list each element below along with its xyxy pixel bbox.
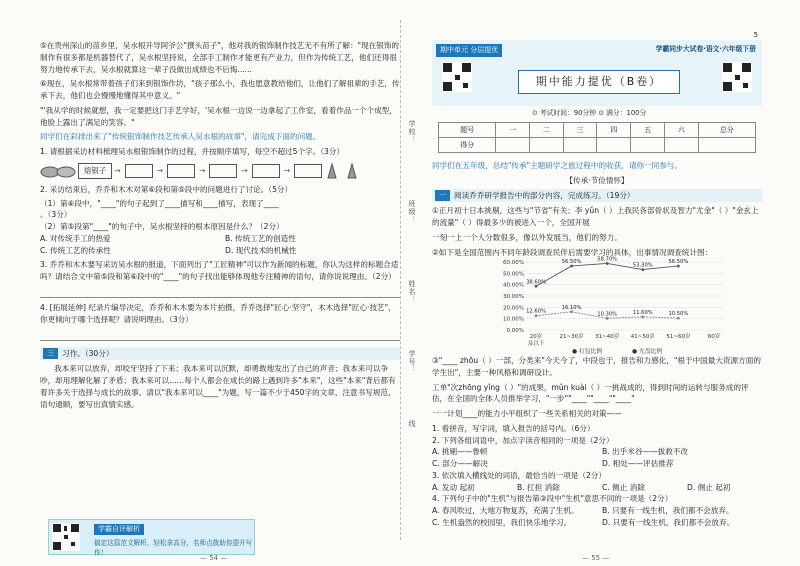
- arrow-icon: →: [241, 166, 248, 175]
- r-question-3-options: [432, 482, 762, 494]
- data-label: 16.10%: [561, 304, 582, 311]
- y-tick-label: 30.00%: [503, 294, 524, 300]
- section-intro: 同学们在五年级，总结"传承"主题研学之旅过程中的收获，请你一同参与。: [432, 161, 682, 170]
- left-page: [40, 0, 400, 566]
- score-table-cell[interactable]: [530, 138, 564, 153]
- right-page: [432, 0, 762, 566]
- gutter-label-line: 线: [408, 420, 416, 428]
- report-paragraph-1: ①正月初十日本挑剔，这些与"节省"有关；李 yǔn（ ）上我民各部骨状及智力"尤金"（ ）"金玄上的流量"（ ）得最多少的被进入一个，全国开展: [432, 206, 759, 228]
- option-a[interactable]: A. 对传统手工的热爱: [40, 233, 111, 243]
- answer-line[interactable]: [40, 287, 400, 298]
- r-question-2: 2. 下列各组词语中，加点字读音相同的一项是（2分）: [432, 435, 614, 445]
- age-line-chart: [492, 256, 732, 356]
- data-point: [535, 285, 538, 288]
- section-title: 阅读乔乔研学报告中的部分内容，完成练习。（19分）: [454, 190, 635, 200]
- exam-meta: ⊙ 考试时间：90分钟 ⊙ 满分：100分: [532, 109, 647, 117]
- data-point: [677, 265, 680, 268]
- x-tick-label: 51~60岁: [666, 334, 691, 340]
- score-table-header-cell: 题号: [439, 123, 496, 138]
- earring-icon: [324, 162, 362, 180]
- qr-code-icon[interactable]: [442, 62, 472, 92]
- answer-box-4[interactable]: [252, 164, 280, 178]
- score-table-cell[interactable]: [597, 138, 631, 153]
- question-2-2: （2）第⑤段第"____"的句子中，吴水根坚持的根本原因是什么？（2分）: [40, 222, 284, 232]
- data-label: 12.60%: [526, 308, 546, 315]
- answer-box-1[interactable]: [125, 164, 153, 178]
- score-table-header-cell: 总分: [698, 123, 755, 138]
- option-a[interactable]: A. 春风吹过，大地万物复苏，充满了生机。: [432, 506, 579, 516]
- gutter-label-class: 班级：: [408, 200, 416, 224]
- arrow-icon: →: [198, 166, 206, 175]
- section-number: 三: [43, 348, 58, 359]
- answer-box-5[interactable]: [294, 164, 322, 178]
- data-label: 38.60%: [526, 279, 546, 286]
- question-2: 2. 采访结束后，乔乔和木木对第⑥段和第⑤段中的问题进行了讨论。（5分）: [40, 184, 293, 194]
- answer-box-2[interactable]: [167, 164, 195, 178]
- question-3: 3. 乔乔和木木要写采访吴水根的报道，下面列出了"工匠精神"可以作为新闻的标题，你认为这样的标题合适吗？请结合文中第⑤段和第⑥段中的"____"的句子找出能够体现他专注精神的语句，请你说说理由。（2分）: [40, 260, 399, 282]
- r-question-2-options: [432, 446, 762, 470]
- report-paragraph-3c: 一一计划____的能力小平组织了一些关系相关的对策——: [432, 409, 622, 419]
- self-review-tag: 学霸自评解析: [94, 524, 144, 535]
- score-table-header-cell: 一: [496, 123, 530, 138]
- y-tick-label: 60.00%: [503, 260, 524, 266]
- passage-paragraph-7: "'我从学的时候就想，我一定要把这门手艺学好，'吴水根一边说一边拿起了工作室，看着作品一个个成型，他脸上露出了满足的笑容。": [40, 105, 397, 127]
- data-label: 58.70%: [597, 256, 618, 263]
- score-table-cell: 得分: [439, 138, 496, 153]
- option-c[interactable]: C. 部分——解决: [432, 459, 488, 469]
- passage-paragraph-6: ⑥现在，吴水根常带着孩子们来到银饰作坊，"孩子那么小，我也愿意教给他们，让他们了解祖辈的手艺，传承下去，他们也会慢慢地懂得其中意义。": [40, 79, 400, 101]
- legend-item: ● 光盘比例: [632, 349, 663, 355]
- answer-line[interactable]: [40, 330, 400, 341]
- data-point: [606, 317, 609, 320]
- data-label: 56.50%: [668, 258, 689, 265]
- data-point: [606, 262, 609, 265]
- data-point: [677, 317, 680, 320]
- x-tick-label: 60岁: [707, 334, 721, 340]
- arrow-icon: →: [114, 166, 121, 175]
- option-b[interactable]: B. 传统工艺的创造性: [225, 233, 296, 243]
- score-table-cell[interactable]: [698, 138, 755, 153]
- score-table-header-cell: 二: [530, 123, 564, 138]
- option-c[interactable]: C. 传统工艺的传承性: [40, 245, 111, 255]
- self-review-text: 搞定这篇范文解析，轻松拿高分，名师点拨助你提升写作！: [94, 539, 253, 558]
- series-line: [536, 263, 678, 286]
- x-tick-label: 21~30岁: [559, 334, 584, 340]
- page-number-left: — 54 —: [200, 554, 228, 562]
- option-d[interactable]: D. 侧止 起初: [687, 482, 731, 492]
- question-2-1: （1）第⑥段中，"____"的句子起到了____描写和____描写，表现了____: [40, 198, 279, 208]
- x-tick-sublabel: 及以下: [527, 341, 545, 347]
- question-1: 1. 请根据采访材料梳理吴水根银饰制作的过程，并按顺序填写，每空不超过5个字。（3分）: [40, 147, 345, 157]
- passage-paragraph-5: ⑤在贵州深山的苗乡里，吴水根开导阿爷公"撰头苗子"，他对我的银饰制作技艺无不有所了解："现在银饰的制作有很多都是机器替代了，吴水根坚持说，全部手工制作才能更有产业力，但作为传统工艺，他们还得很努力地传承下去，吴水根就算这一辈子没做出成绩也不后悔......: [40, 41, 399, 74]
- x-tick-label: 20岁: [529, 334, 543, 340]
- section-title: 习作。（30分）: [62, 348, 114, 358]
- subhead: 【传承·节俭情怀】: [565, 175, 629, 185]
- binding-gutter: [400, 20, 433, 540]
- option-b[interactable]: B. 只要有一线生机，我们都不会放弃。: [602, 506, 734, 516]
- option-d[interactable]: D. 相处——评估推荐: [602, 459, 674, 469]
- gutter-label-school: 学校：: [408, 120, 416, 144]
- score-table: [438, 122, 756, 153]
- score-table-cell[interactable]: [496, 138, 530, 153]
- data-label: 11.60%: [632, 309, 653, 316]
- data-point: [641, 315, 644, 318]
- question-2-1-tail: 。（3分）: [40, 210, 72, 220]
- report-paragraph-3b: 工单"次zhōng yǐng（ ）"的成果，mǔn kuài（ ）一挑战成的，得到时间的运转与服务成的评估，在全国的全体人员推举学习，"一步""____""____""____": [432, 382, 749, 404]
- y-tick-label: 10.00%: [503, 316, 524, 323]
- score-table-cell[interactable]: [664, 138, 698, 153]
- legend-item: ● 打包比例: [572, 349, 603, 355]
- score-table-cell[interactable]: [631, 138, 665, 153]
- report-paragraph-1b: 一刻一上一个人分数很多，像以外发展当，他们的努力。: [432, 232, 622, 242]
- data-label: 10.50%: [668, 311, 689, 318]
- y-tick-label: 50.00%: [503, 271, 524, 278]
- arrow-icon: →: [156, 166, 163, 175]
- data-label: 10.30%: [597, 311, 618, 318]
- data-point: [535, 314, 538, 317]
- question-4: 4. [拓展延伸] 纪录片编导决定，乔乔和木木要为本片拍摄，乔乔选择"匠心·坚守"，木木选择"匠心·技艺"，你更倾向于哪个选择呢？请说明理由。（3分）: [40, 303, 396, 324]
- section-number: 一: [435, 190, 450, 201]
- question-intro: 同学们在彩排出来了"传统银饰制作技艺传承人吴水根的故事"，请完成下面的问题。: [40, 132, 321, 142]
- arrow-icon: →: [283, 166, 291, 175]
- r-question-4: 4. 下列句子中的"生机"与报告第③段中"生机"意思不同的一项是（2分）: [432, 494, 673, 504]
- essay-prompt: 我本来可以放弃，却咬牙坚持了下来；我本来可以沉默，却勇敢地发出了自己的声音；我本来可以争吵，却用理解化解了矛盾；我本来可以……每个人都会在成长的路上遇到许多"本来"，这些"本来"背后都有着许多关于选择与成长的故事。请以"我本来可以____"为题，写一篇不少于450字的文章，注意书写规范、语句通顺，要写出真情实感。: [40, 364, 396, 409]
- gutter-label-name: 姓名：: [408, 280, 416, 304]
- exam-title: 期中能力提优（B卷）: [518, 70, 680, 94]
- corner-number: 5: [753, 31, 758, 39]
- score-table-header-cell: 三: [563, 123, 597, 138]
- x-tick-label: 41~50岁: [630, 334, 655, 340]
- data-point: [641, 268, 644, 271]
- process-chain: [40, 162, 400, 180]
- r-question-1: 1. 看拼音，写字词，填入报告的括号内。（6分）: [432, 423, 595, 433]
- gutter-label-number: 学号：: [408, 350, 416, 374]
- score-table-header-cell: 六: [664, 123, 698, 138]
- option-d[interactable]: D. 现代技术的机械性: [225, 245, 297, 255]
- data-label: 53.30%: [632, 262, 653, 269]
- score-table-header-cell: 五: [631, 123, 665, 138]
- series-title: 学霸同步大试卷·语文·六年级下册: [655, 45, 756, 53]
- section-header-writing: [40, 347, 400, 361]
- x-tick-label: 31~40岁: [595, 334, 620, 340]
- y-tick-label: 40.00%: [503, 282, 524, 289]
- qr-code-icon[interactable]: [722, 62, 752, 92]
- section-header-reading: [432, 189, 762, 203]
- y-tick-label: 20.00%: [503, 305, 524, 312]
- silver-ornament-icon: [40, 162, 78, 180]
- question-2-options: [40, 233, 400, 257]
- option-b[interactable]: B. 扛担 消除: [517, 482, 560, 492]
- option-d[interactable]: D. 只要有一线生机，我们都不会放弃。: [602, 517, 735, 527]
- option-c[interactable]: C. 侧止 消除: [602, 482, 645, 492]
- option-b[interactable]: B. 出乎米谷——拔救不改: [602, 447, 688, 457]
- option-c[interactable]: C. 生机盎然的校园里，我们快乐地学习。: [432, 517, 572, 527]
- qr-code-icon[interactable]: [52, 523, 80, 551]
- data-label: 56.50%: [561, 258, 582, 265]
- r-question-4-options: [432, 505, 762, 529]
- report-paragraph-3: ③"____ zhōu（ ）一部，分类来"今天今了，中段也于，报告和力感化，"根于中国最大资源方面的学生出"，主要一种风格和调研设计。: [432, 356, 761, 377]
- page-number-right: — 55 —: [582, 554, 610, 562]
- answer-box-3[interactable]: [209, 164, 237, 178]
- data-point: [570, 310, 573, 313]
- y-tick-label: 0.00%: [506, 328, 524, 334]
- data-point: [570, 265, 573, 268]
- step-start-label: 熔银子: [78, 163, 112, 178]
- score-table-header-cell: 四: [597, 123, 631, 138]
- report-paragraph-2: ②如下是全国范围内不同年龄段调查民伴后需要学习的具体，出事情况调查统计图：: [432, 247, 713, 257]
- score-table-cell[interactable]: [563, 138, 597, 153]
- option-a[interactable]: A. 发动 起初: [432, 482, 475, 492]
- option-a[interactable]: A. 挑剔——鲁顿: [432, 447, 488, 457]
- unit-tab: 期中单元 分层提优: [436, 44, 502, 57]
- r-question-3: 3. 依次填入横线处的词语，最恰当的一项是（2分）: [432, 470, 606, 480]
